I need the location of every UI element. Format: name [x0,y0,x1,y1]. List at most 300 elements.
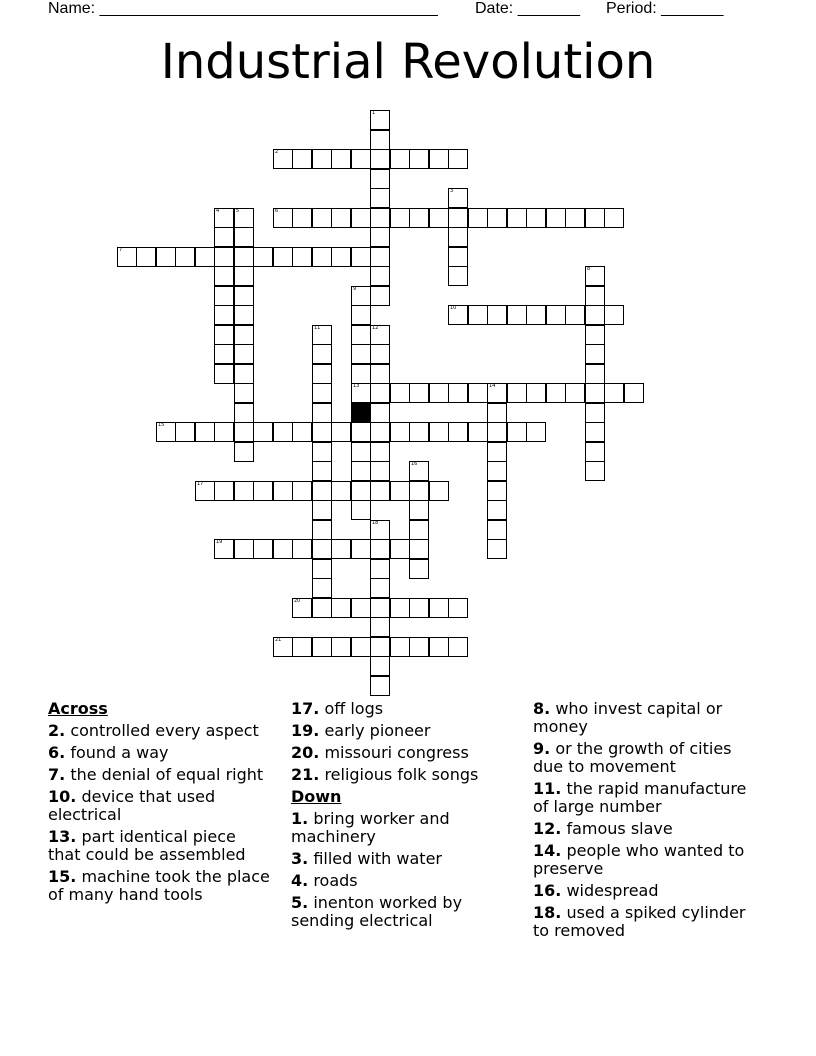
grid-cell[interactable] [292,481,312,501]
across-clue [48,868,273,904]
grid-cell[interactable] [351,344,371,364]
grid-cell[interactable] [370,110,390,130]
grid-cell[interactable] [312,637,332,657]
grid-cell[interactable] [214,305,234,325]
across-clue [291,766,516,784]
grid-cell[interactable] [351,598,371,618]
grid-cell[interactable] [487,481,507,501]
grid-cell[interactable] [487,422,507,442]
clue-text: bring worker and machinery [291,809,450,846]
clue-text: or the growth of cities due to movement [533,739,732,776]
grid-cell[interactable] [585,344,605,364]
grid-cell[interactable] [273,247,293,267]
grid-cell[interactable] [585,403,605,423]
grid-cell[interactable] [448,247,468,267]
clue-number: 21. [291,765,320,784]
grid-cell[interactable] [487,403,507,423]
grid-cell[interactable] [429,208,449,228]
clue-number: 10. [48,787,77,806]
clue-number: 1. [291,809,309,828]
grid-cell[interactable] [370,247,390,267]
down-clue [291,872,516,890]
period-field[interactable]: Period: _______ [606,0,724,17]
grid-cell[interactable] [507,422,527,442]
across-clue [291,744,516,762]
grid-cell[interactable] [331,149,351,169]
grid-cell[interactable] [351,247,371,267]
grid-cell[interactable] [429,383,449,403]
clue-text: famous slave [566,819,673,838]
grid-cell[interactable] [370,422,390,442]
clue-text: filled with water [313,849,442,868]
clue-number-19: 19 [216,539,223,545]
grid-cell[interactable] [409,598,429,618]
grid-cell[interactable] [409,208,429,228]
grid-cell[interactable] [234,403,254,423]
down-clue [533,882,758,900]
grid-cell[interactable] [624,383,644,403]
clue-text: religious folk songs [324,765,479,784]
grid-cell[interactable] [409,422,429,442]
grid-cell[interactable] [487,442,507,462]
clue-text: who invest capital or money [533,699,723,736]
clue-number-21: 21 [275,637,282,643]
grid-cell[interactable] [234,539,254,559]
grid-cell[interactable] [312,500,332,520]
grid-cell[interactable] [526,305,546,325]
grid-cell[interactable] [585,364,605,384]
grid-cell[interactable] [234,208,254,228]
clue-number-10: 10 [450,305,457,311]
clue-number: 19. [291,721,320,740]
grid-cell[interactable] [448,598,468,618]
grid-cell[interactable] [585,325,605,345]
grid-cell[interactable] [253,422,273,442]
down-heading: Down [291,787,342,806]
clue-text: part identical piece that could be assembled [48,827,246,864]
grid-cell[interactable] [409,559,429,579]
clue-number-15: 15 [158,422,165,428]
grid-cell[interactable] [292,598,312,618]
grid-cell[interactable] [370,481,390,501]
grid-cell[interactable] [409,500,429,520]
grid-cell[interactable] [214,364,234,384]
grid-cell[interactable] [312,247,332,267]
grid-cell[interactable] [292,539,312,559]
grid-cell[interactable] [312,559,332,579]
grid-cell[interactable] [370,169,390,189]
grid-cell[interactable] [585,305,605,325]
clue-number-17: 17 [197,481,204,487]
grid-cell[interactable] [234,227,254,247]
grid-cell[interactable] [156,422,176,442]
grid-cell[interactable] [312,461,332,481]
clue-number: 6. [48,743,66,762]
clue-number: 12. [533,819,562,838]
grid-cell[interactable] [331,247,351,267]
grid-cell[interactable] [312,208,332,228]
grid-cell[interactable] [409,481,429,501]
grid-cell[interactable] [585,383,605,403]
clue-text: the denial of equal right [70,765,264,784]
grid-cell[interactable] [370,208,390,228]
clue-number: 8. [533,699,551,718]
grid-cell[interactable] [331,422,351,442]
grid-cell[interactable] [370,227,390,247]
grid-cell[interactable] [448,305,468,325]
clue-number: 20. [291,743,320,762]
grid-cell[interactable] [351,422,371,442]
clue-number: 11. [533,779,562,798]
grid-cell[interactable] [312,481,332,501]
grid-cell[interactable] [312,442,332,462]
grid-cell[interactable] [370,383,390,403]
grid-cell[interactable] [370,325,390,345]
grid-cell[interactable] [370,578,390,598]
grid-cell[interactable] [526,208,546,228]
grid-cell[interactable] [604,305,624,325]
grid-cell[interactable] [234,383,254,403]
grid-cell[interactable] [487,520,507,540]
grid-cell[interactable] [565,305,585,325]
grid-cell[interactable] [409,520,429,540]
grid-cell[interactable] [585,286,605,306]
grid-cell[interactable] [214,208,234,228]
clue-number: 4. [291,871,309,890]
clue-number-3: 3 [450,188,454,194]
clue-number-6: 6 [275,208,279,214]
down-clue [533,780,758,816]
clue-number: 7. [48,765,66,784]
grid-cell[interactable] [351,481,371,501]
clue-number-16: 16 [411,461,418,467]
across-clue [48,788,273,824]
date-field[interactable]: Date: _______ [475,0,580,17]
grid-cell[interactable] [507,383,527,403]
grid-cell[interactable] [253,481,273,501]
grid-cell[interactable] [292,637,312,657]
clue-text: inenton worked by sending electrical [291,893,463,930]
down-clue [533,904,758,940]
grid-cell[interactable] [312,149,332,169]
clue-number-9: 9 [353,286,357,292]
down-clue [533,700,758,736]
grid-cell[interactable] [351,325,371,345]
grid-cell[interactable] [175,247,195,267]
grid-cell[interactable] [351,539,371,559]
clue-text: widespread [566,881,659,900]
clues-column-1 [48,700,273,908]
clue-text: the rapid manufacture of large number [533,779,747,816]
grid-cell[interactable] [312,539,332,559]
grid-cell[interactable] [546,208,566,228]
grid-cell[interactable] [351,442,371,462]
grid-cell[interactable] [351,461,371,481]
grid-cell[interactable] [351,364,371,384]
grid-cell[interactable] [331,539,351,559]
grid-cell[interactable] [273,539,293,559]
clue-text: controlled every aspect [70,721,259,740]
grid-cell[interactable] [487,539,507,559]
grid-cell[interactable] [195,247,215,267]
across-clue [48,722,273,740]
grid-cell[interactable] [312,325,332,345]
grid-cell[interactable] [468,305,488,325]
grid-cell[interactable] [448,266,468,286]
clue-text: missouri congress [324,743,469,762]
grid-cell[interactable] [390,208,410,228]
grid-cell[interactable] [370,442,390,462]
grid-cell[interactable] [448,383,468,403]
grid-cell[interactable] [351,208,371,228]
grid-cell[interactable] [448,637,468,657]
grid-cell[interactable] [370,617,390,637]
grid-cell[interactable] [429,637,449,657]
grid-cell[interactable] [292,422,312,442]
grid-cell[interactable] [312,383,332,403]
grid-cell[interactable] [507,208,527,228]
grid-cell[interactable] [312,578,332,598]
grid-cell[interactable] [390,383,410,403]
grid-cell[interactable] [390,598,410,618]
grid-cell[interactable] [312,598,332,618]
page-title: Industrial Revolution [160,34,656,90]
clue-number: 16. [533,881,562,900]
grid-cell[interactable] [546,305,566,325]
clue-text: used a spiked cylinder to removed [533,903,746,940]
clue-number-1: 1 [372,110,376,116]
grid-cell[interactable] [214,227,234,247]
grid-cell[interactable] [370,598,390,618]
grid-cell[interactable] [526,383,546,403]
grid-cell[interactable] [253,247,273,267]
grid-cell[interactable] [448,188,468,208]
grid-cell[interactable] [565,383,585,403]
grid-cell[interactable] [331,637,351,657]
grid-cell[interactable] [292,208,312,228]
grid-cell[interactable] [351,383,371,403]
grid-cell[interactable] [585,461,605,481]
clue-number: 13. [48,827,77,846]
grid-cell[interactable] [214,539,234,559]
grid-cell[interactable] [409,149,429,169]
grid-cell[interactable] [370,286,390,306]
grid-cell[interactable] [351,637,371,657]
grid-cell[interactable] [312,403,332,423]
clue-number: 15. [48,867,77,886]
grid-cell[interactable] [214,344,234,364]
grid-cell[interactable] [253,539,273,559]
grid-cell[interactable] [351,149,371,169]
grid-cell[interactable] [448,227,468,247]
grid-cell[interactable] [312,344,332,364]
clue-text: people who wanted to preserve [533,841,745,878]
grid-cell[interactable] [429,598,449,618]
grid-cell[interactable] [234,266,254,286]
grid-cell[interactable] [351,500,371,520]
grid-cell[interactable] [487,305,507,325]
grid-cell[interactable] [234,364,254,384]
grid-cell[interactable] [507,305,527,325]
grid-cell[interactable] [370,403,390,423]
grid-cell[interactable] [429,481,449,501]
grid-cell[interactable] [351,286,371,306]
grid-cell[interactable] [312,422,332,442]
grid-cell[interactable] [331,481,351,501]
grid-cell[interactable] [234,422,254,442]
grid-cell[interactable] [331,208,351,228]
grid-cell[interactable] [195,422,215,442]
grid-cell[interactable] [409,637,429,657]
grid-cell[interactable] [214,266,234,286]
grid-cell[interactable] [526,422,546,442]
clue-number-13: 13 [353,383,360,389]
grid-cell[interactable] [370,149,390,169]
grid-cell[interactable] [234,286,254,306]
down-clue [291,894,516,930]
grid-cell[interactable] [370,266,390,286]
grid-cell[interactable] [351,305,371,325]
grid-cell[interactable] [234,247,254,267]
clue-text: off logs [324,699,384,718]
grid-cell[interactable] [390,539,410,559]
grid-cell[interactable] [370,520,390,540]
grid-cell[interactable] [234,325,254,345]
grid-cell[interactable] [604,383,624,403]
grid-cell[interactable] [273,208,293,228]
grid-cell[interactable] [273,149,293,169]
grid-cell[interactable] [429,149,449,169]
grid-cell[interactable] [390,149,410,169]
grid-cell[interactable] [175,422,195,442]
clue-number: 3. [291,849,309,868]
grid-cell[interactable] [468,208,488,228]
clue-text: early pioneer [324,721,431,740]
grid-cell[interactable] [273,481,293,501]
grid-cell[interactable] [234,481,254,501]
grid-cell[interactable] [312,520,332,540]
grid-cell[interactable] [370,130,390,150]
clues-column-3 [533,700,758,944]
clue-number-8: 8 [587,266,591,272]
grid-cell[interactable] [214,247,234,267]
across-clue [291,700,516,718]
clue-text: machine took the place of many hand tools [48,867,270,904]
clue-number-18: 18 [372,520,379,526]
clue-number: 14. [533,841,562,860]
grid-cell[interactable] [331,598,351,618]
clue-number-11: 11 [314,325,321,331]
grid-cell[interactable] [312,364,332,384]
clues-column-2 [291,700,516,934]
grid-cell[interactable] [390,422,410,442]
grid-cell[interactable] [409,383,429,403]
grid-cell[interactable] [214,422,234,442]
grid-cell[interactable] [487,461,507,481]
across-clue [48,828,273,864]
grid-cell[interactable] [136,247,156,267]
down-clue [533,740,758,776]
down-clue [533,820,758,838]
clue-number-20: 20 [294,598,301,604]
grid-cell[interactable] [429,422,449,442]
grid-cell[interactable] [448,149,468,169]
grid-cell[interactable] [292,247,312,267]
grid-cell[interactable] [370,637,390,657]
black-cell [351,403,371,423]
clue-number-4: 4 [216,208,220,214]
grid-cell[interactable] [409,539,429,559]
clue-number-14: 14 [489,383,496,389]
across-clue [48,744,273,762]
down-clue [291,810,516,846]
clue-number: 2. [48,721,66,740]
clue-text: device that used electrical [48,787,216,824]
grid-cell[interactable] [234,344,254,364]
grid-cell[interactable] [565,208,585,228]
across-clue [48,766,273,784]
grid-cell[interactable] [370,656,390,676]
grid-cell[interactable] [273,422,293,442]
grid-cell[interactable] [585,422,605,442]
grid-cell[interactable] [370,559,390,579]
grid-cell[interactable] [390,637,410,657]
grid-cell[interactable] [370,364,390,384]
clue-text: roads [313,871,358,890]
clue-number: 17. [291,699,320,718]
grid-cell[interactable] [409,461,429,481]
grid-cell[interactable] [273,637,293,657]
grid-cell[interactable] [585,266,605,286]
grid-cell[interactable] [468,383,488,403]
grid-cell[interactable] [487,208,507,228]
grid-cell[interactable] [585,208,605,228]
grid-cell[interactable] [214,325,234,345]
grid-cell[interactable] [468,422,488,442]
grid-cell[interactable] [546,383,566,403]
grid-cell[interactable] [292,149,312,169]
grid-cell[interactable] [585,442,605,462]
grid-cell[interactable] [448,422,468,442]
clue-number: 9. [533,739,551,758]
grid-cell[interactable] [390,481,410,501]
down-clue [533,842,758,878]
clue-number: 5. [291,893,309,912]
across-heading: Across [48,699,108,718]
grid-cell[interactable] [370,676,390,696]
name-field[interactable]: Name: ______________________________________ [48,0,438,17]
grid-cell[interactable] [156,247,176,267]
grid-cell[interactable] [370,539,390,559]
clue-number-7: 7 [119,247,123,253]
grid-cell[interactable] [234,305,254,325]
grid-cell[interactable] [214,481,234,501]
grid-cell[interactable] [487,383,507,403]
grid-cell[interactable] [234,442,254,462]
grid-cell[interactable] [487,500,507,520]
grid-cell[interactable] [195,481,215,501]
grid-cell[interactable] [214,286,234,306]
clue-number-2: 2 [275,149,279,155]
grid-cell[interactable] [370,344,390,364]
grid-cell[interactable] [370,188,390,208]
grid-cell[interactable] [117,247,137,267]
grid-cell[interactable] [370,461,390,481]
grid-cell[interactable] [604,208,624,228]
grid-cell[interactable] [448,208,468,228]
clue-number-5: 5 [236,208,240,214]
down-clue [291,850,516,868]
